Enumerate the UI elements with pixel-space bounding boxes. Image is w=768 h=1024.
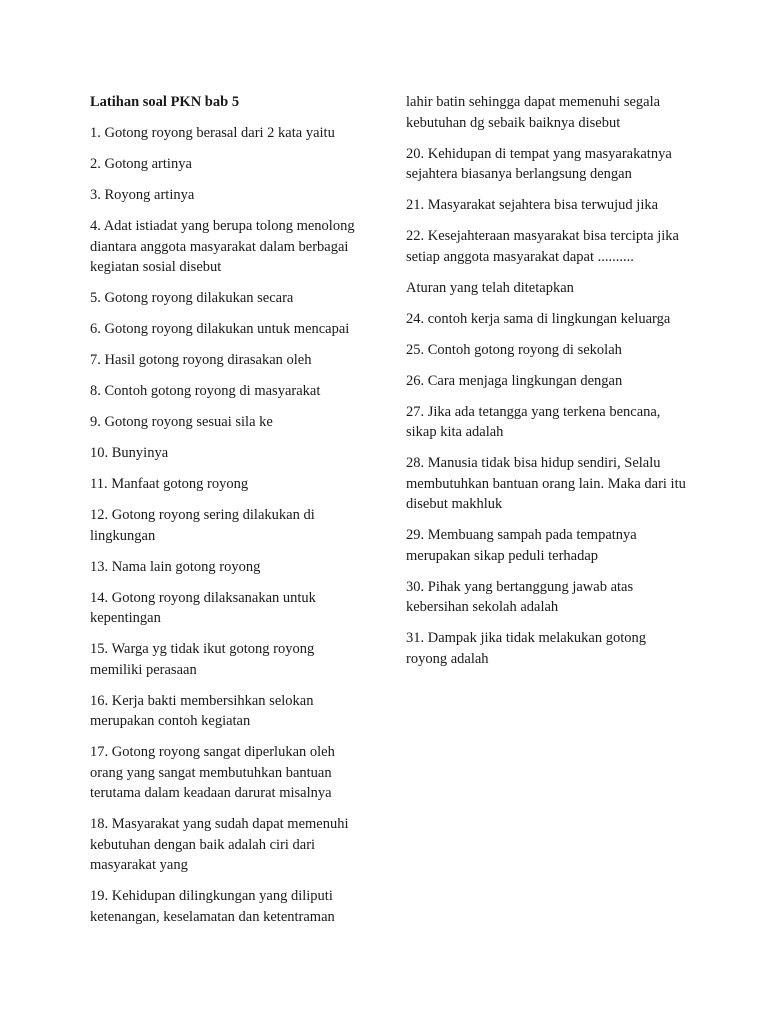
question-29: 29. Membuang sampah pada tempatnya merupakan sikap peduli terhadap [406, 527, 637, 564]
question-5: 5. Gotong royong dilakukan secara [90, 290, 294, 306]
question-2: 2. Gotong artinya [90, 156, 192, 172]
question-13: 13. Nama lain gotong royong [90, 558, 261, 575]
question-7: 7. Hasil gotong royong dirasakan oleh [90, 352, 312, 368]
question-11: 11. Manfaat gotong royong [90, 476, 249, 492]
question-31: 31. Dampak jika tidak melakukan gotong royong adalah [406, 630, 647, 667]
question-19: 19. Kehidupan dilingkungan yang diliputi ketenangan, keselamatan dan ketentraman [90, 888, 335, 925]
question-15: 15. Warga yg tidak ikut gotong royong memiliki perasaan [90, 641, 315, 678]
question-9: 9. Gotong royong sesuai sila ke [90, 414, 273, 430]
question-1: 1. Gotong royong berasal dari 2 kata yaitu [90, 125, 335, 141]
question-10: 10. Bunyinya [90, 445, 169, 461]
left-column [90, 92, 362, 938]
question-4: 4. Adat istiadat yang berupa tolong menolong diantara anggota masyarakat dalam berbagai kegiatan sosial disebut [90, 218, 355, 275]
right-column [406, 92, 688, 680]
question-8: 8. Contoh gotong royong di masyarakat [90, 383, 321, 399]
question-18: 18. Masyarakat yang sudah dapat memenuhi kebutuhan dengan baik adalah ciri dari masyarakat yang [90, 816, 349, 873]
question-20: 20. Kehidupan di tempat yang masyarakatnya sejahtera biasanya berlangsung dengan [406, 145, 672, 182]
question-25: 25. Contoh gotong royong di sekolah [406, 341, 622, 358]
question-17: 17. Gotong royong sangat diperlukan oleh orang yang sangat membutuhkan bantuan terutama dalam keadaan darurat misalnya [90, 744, 335, 801]
question-19-continued: lahir batin sehingga dapat memenuhi segala kebutuhan dg sebaik baiknya disebut [406, 94, 661, 131]
question-22: 22. Kesejahteraan masyarakat bisa tercipta jika setiap anggota masyarakat dapat .......... [406, 228, 679, 265]
question-30: 30. Pihak yang bertanggung jawab atas kebersihan sekolah adalah [406, 578, 634, 615]
question-27: 27. Jika ada tetangga yang terkena bencana, sikap kita adalah [406, 403, 661, 440]
question-12: 12. Gotong royong sering dilakukan di lingkungan [90, 507, 315, 544]
question-16: 16. Kerja bakti membersihkan selokan merupakan contoh kegiatan [90, 692, 314, 729]
question-21: 21. Masyarakat sejahtera bisa terwujud jika [406, 197, 659, 213]
question-14: 14. Gotong royong dilaksanakan untuk kepentingan [90, 589, 316, 626]
question-24: 24. contoh kerja sama di lingkungan keluarga [406, 310, 671, 327]
question-23: Aturan yang telah ditetapkan [406, 279, 574, 296]
question-28: 28. Manusia tidak bisa hidup sendiri, Selalu membutuhkan bantuan orang lain. Maka dari itu disebut makhluk [406, 455, 686, 512]
document-title: Latihan soal PKN bab 5 [90, 94, 240, 110]
question-3: 3. Royong artinya [90, 187, 195, 203]
question-26: 26. Cara menjaga lingkungan dengan [406, 372, 623, 389]
question-6: 6. Gotong royong dilakukan untuk mencapai [90, 321, 350, 337]
